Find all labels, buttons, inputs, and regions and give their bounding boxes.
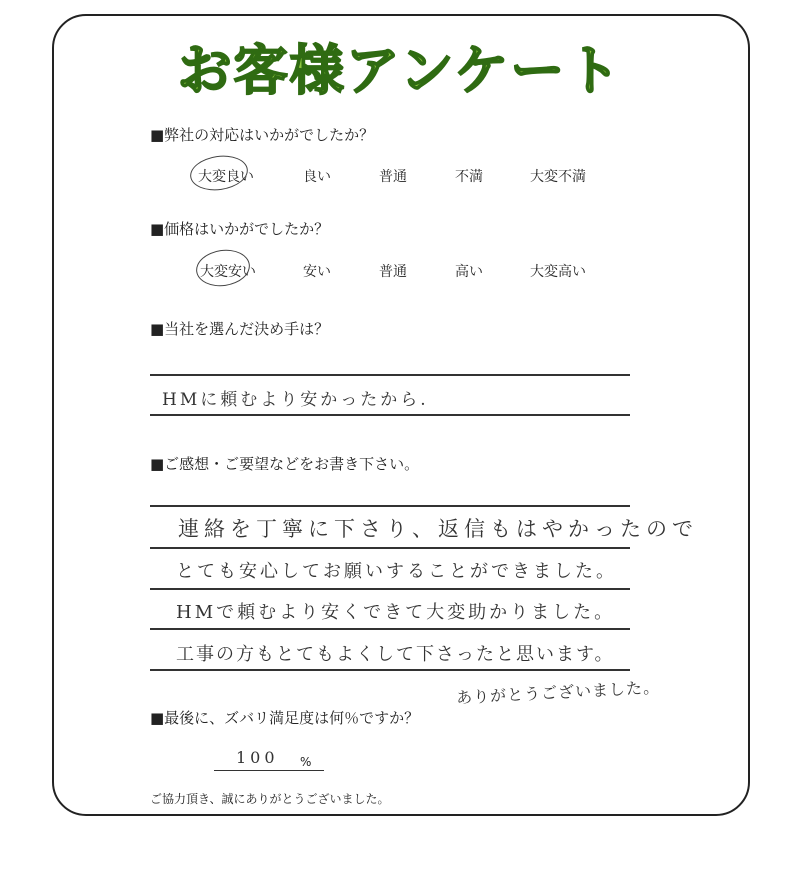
option-service-4[interactable]: 不満: [455, 169, 483, 185]
question-service: ■弊社の対応はいかがでしたか？: [150, 126, 375, 144]
answer-rule: [150, 374, 630, 376]
satisfaction-unit: %: [300, 755, 312, 769]
option-price-2[interactable]: 安い: [303, 264, 331, 280]
comment-rule: [150, 588, 630, 590]
question-price: ■価格はいかがでしたか？: [150, 220, 330, 238]
option-service-5[interactable]: 大変不満: [530, 169, 586, 185]
comment-rule: [150, 669, 630, 671]
satisfaction-rule: [214, 770, 324, 771]
option-price-1[interactable]: 大変安い: [200, 264, 256, 280]
comment-closing: ありがとうございました。: [455, 677, 661, 708]
comment-line-1: 連絡を丁寧に下さり、返信もはやかったので: [178, 517, 698, 541]
question-comments: ■ご感想・ご要望などをお書き下さい。: [150, 455, 420, 473]
comment-rule: [150, 505, 630, 507]
comment-rule: [150, 547, 630, 549]
comment-line-2: とても安心してお願いすることができました。: [176, 561, 617, 582]
footer-thanks: ご協力頂き、誠にありがとうございました。: [150, 792, 390, 806]
question-satisfaction: ■最後に、ズバリ満足度は何％ですか？: [150, 709, 420, 727]
survey-title: お客様アンケート: [177, 39, 623, 102]
question-deciding-factor: ■当社を選んだ決め手は？: [150, 320, 330, 338]
answer-deciding-factor: HMに頼むより安かったから.: [162, 390, 429, 410]
option-service-1[interactable]: 大変良い: [198, 169, 254, 185]
comment-line-3: HMで頼むより安くできて大変助かりました。: [176, 602, 616, 623]
comment-rule: [150, 628, 630, 630]
option-service-2[interactable]: 良い: [303, 169, 331, 185]
option-price-4[interactable]: 高い: [455, 264, 483, 280]
option-price-3[interactable]: 普通: [379, 264, 407, 280]
option-service-3[interactable]: 普通: [379, 169, 407, 185]
answer-rule: [150, 414, 630, 416]
option-price-5[interactable]: 大変高い: [530, 264, 586, 280]
comment-line-4: 工事の方もとてもよくして下さったと思います。: [176, 644, 615, 665]
satisfaction-value: 100: [236, 748, 279, 767]
